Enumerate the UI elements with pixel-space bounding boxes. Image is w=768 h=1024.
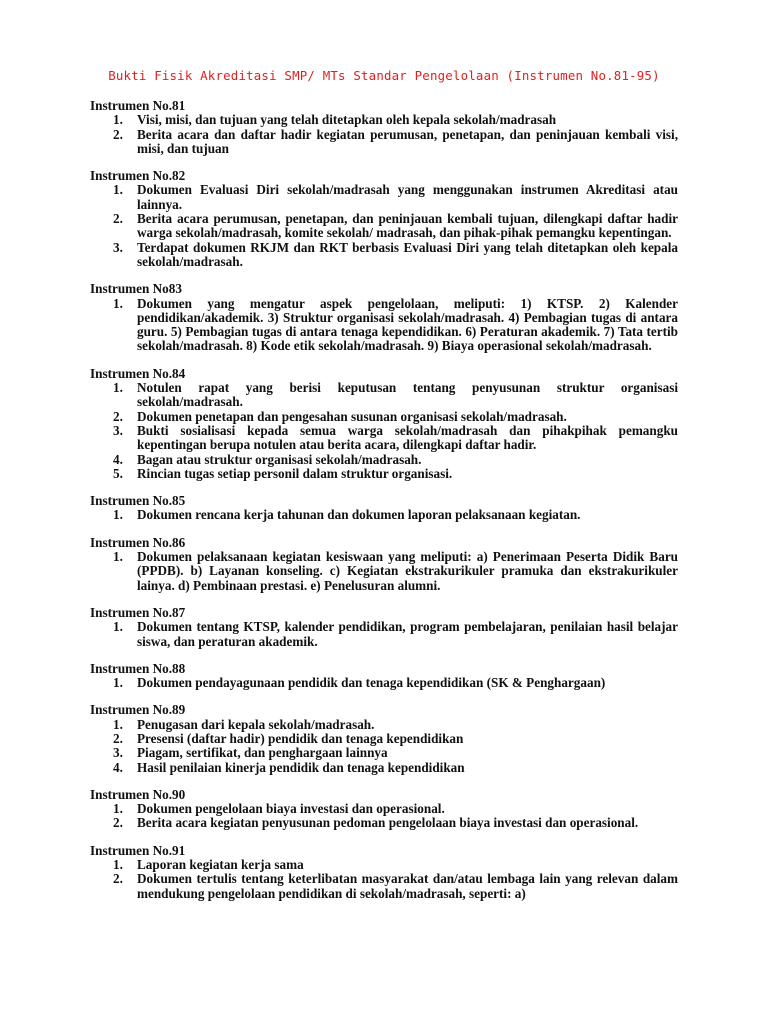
section-title: Instrumen No83 bbox=[90, 281, 182, 297]
list-item-text: Berita acara perumusan, penetapan, dan peninjauan kembali tujuan, dilengkapi daftar hadir warga sekolah/madrasah, komite sekolah/ madrasah, dan pihak-pihak pemangku kepentingan. bbox=[137, 211, 678, 241]
list-item-number: 1. bbox=[113, 716, 123, 732]
section-title: Instrumen No.88 bbox=[90, 660, 186, 676]
list-item-text: Dokumen penetapan dan pengesahan susunan organisasi sekolah/madrasah. bbox=[137, 408, 567, 424]
section-title: Instrumen No.90 bbox=[90, 786, 186, 802]
list-item-text: Dokumen pengelolaan biaya investasi dan operasional. bbox=[137, 801, 445, 817]
sections-container bbox=[90, 99, 678, 901]
list-item bbox=[90, 802, 678, 816]
evidence-list bbox=[90, 620, 678, 649]
evidence-list bbox=[90, 802, 678, 831]
evidence-list bbox=[90, 718, 678, 775]
section-title: Instrumen No.82 bbox=[90, 168, 186, 184]
list-item-text: Dokumen rencana kerja tahunan dan dokumen laporan pelaksanaan kegiatan. bbox=[137, 507, 581, 523]
instrument-section bbox=[90, 282, 678, 353]
list-item bbox=[90, 424, 678, 453]
list-item-text: Dokumen tertulis tentang keterlibatan masyarakat dan/atau lembaga lain yang relevan dalam mendukung pengelolaan pendidikan di sekolah/madrasah, seperti: a) bbox=[137, 871, 678, 901]
section-title: Instrumen No.87 bbox=[90, 604, 186, 620]
list-item-text: Bagan atau struktur organisasi sekolah/madrasah. bbox=[137, 451, 422, 467]
list-item-text: Berita acara kegiatan penyusunan pedoman pengelolaan biaya investasi dan operasional. bbox=[137, 815, 639, 831]
list-item bbox=[90, 550, 678, 593]
evidence-list bbox=[90, 550, 678, 593]
list-item-number: 3. bbox=[113, 745, 123, 761]
list-item bbox=[90, 508, 678, 522]
list-item-number: 1. bbox=[113, 380, 123, 396]
list-item-number: 2. bbox=[113, 871, 123, 887]
list-item-number: 1. bbox=[113, 675, 123, 691]
list-item bbox=[90, 816, 678, 830]
list-item-text: Dokumen tentang KTSP, kalender pendidikan, program pembelajaran, penilaian hasil belajar siswa, dan peraturan akademik. bbox=[137, 619, 678, 649]
instrument-section bbox=[90, 703, 678, 774]
list-item bbox=[90, 212, 678, 241]
list-item bbox=[90, 241, 678, 270]
list-item bbox=[90, 128, 678, 157]
list-item-text: Dokumen Evaluasi Diri sekolah/madrasah yang menggunakan instrumen Akreditasi atau lainnya. bbox=[137, 182, 678, 212]
list-item-number: 4. bbox=[113, 451, 123, 467]
section-title: Instrumen No.84 bbox=[90, 365, 186, 381]
list-item bbox=[90, 676, 678, 690]
list-item bbox=[90, 113, 678, 127]
instrument-section bbox=[90, 494, 678, 523]
section-title: Instrumen No.86 bbox=[90, 534, 186, 550]
list-item-text: Berita acara dan daftar hadir kegiatan perumusan, penetapan, dan peninjauan kembali visi, misi, dan tujuan bbox=[137, 126, 678, 156]
list-item-number: 1. bbox=[113, 507, 123, 523]
evidence-list bbox=[90, 381, 678, 481]
list-item-number: 5. bbox=[113, 465, 123, 481]
evidence-list bbox=[90, 508, 678, 522]
instrument-section bbox=[90, 169, 678, 269]
list-item bbox=[90, 183, 678, 212]
list-item-number: 1. bbox=[113, 112, 123, 128]
list-item-number: 2. bbox=[113, 126, 123, 142]
list-item-text: Hasil penilaian kinerja pendidik dan tenaga kependidikan bbox=[137, 759, 465, 775]
instrument-section bbox=[90, 367, 678, 481]
list-item bbox=[90, 467, 678, 481]
list-item-text: Notulen rapat yang berisi keputusan tentang penyusunan struktur organisasi sekolah/madrasah. bbox=[137, 380, 678, 410]
list-item-number: 1. bbox=[113, 549, 123, 565]
list-item-text: Dokumen pendayagunaan pendidik dan tenaga kependidikan (SK & Penghargaan) bbox=[137, 675, 606, 691]
list-item-text: Terdapat dokumen RKJM dan RKT berbasis Evaluasi Diri yang telah ditetapkan oleh kepala sekolah/madrasah. bbox=[137, 239, 678, 269]
list-item-text: Rincian tugas setiap personil dalam struktur organisasi. bbox=[137, 465, 453, 481]
list-item bbox=[90, 718, 678, 732]
list-item-text: Penugasan dari kepala sekolah/madrasah. bbox=[137, 716, 375, 732]
list-item-number: 1. bbox=[113, 801, 123, 817]
list-item-number: 1. bbox=[113, 619, 123, 635]
list-item bbox=[90, 381, 678, 410]
list-item bbox=[90, 858, 678, 872]
list-item-number: 4. bbox=[113, 759, 123, 775]
instrument-section bbox=[90, 788, 678, 831]
list-item-text: Dokumen pelaksanaan kegiatan kesiswaan yang meliputi: a) Penerimaan Peserta Didik Baru (PPDB). b) Layanan konseling. c) Kegiatan ekstrakurikuler pramuka dan ekstrakurikuler lainya. d) Pembinaan prestasi. e) Penelusuran alumni. bbox=[137, 549, 678, 593]
list-item-number: 1. bbox=[113, 182, 123, 198]
evidence-list bbox=[90, 113, 678, 156]
document-title: Bukti Fisik Akreditasi SMP/ MTs Standar Pengelolaan (Instrumen No.81-95) bbox=[108, 68, 660, 83]
section-title: Instrumen No.91 bbox=[90, 842, 186, 858]
list-item bbox=[90, 620, 678, 649]
evidence-list bbox=[90, 858, 678, 901]
section-title: Instrumen No.81 bbox=[90, 98, 186, 113]
list-item bbox=[90, 453, 678, 467]
list-item-number: 2. bbox=[113, 408, 123, 424]
list-item bbox=[90, 761, 678, 775]
list-item-number: 3. bbox=[113, 422, 123, 438]
list-item bbox=[90, 872, 678, 901]
list-item-number: 3. bbox=[113, 239, 123, 255]
list-item-number: 2. bbox=[113, 815, 123, 831]
evidence-list bbox=[90, 297, 678, 354]
instrument-section bbox=[90, 99, 678, 156]
list-item-number: 2. bbox=[113, 211, 123, 227]
list-item-text: Dokumen yang mengatur aspek pengelolaan, meliputi: 1) KTSP. 2) Kalender pendidikan/akademik. 3) Struktur organisasi sekolah/madrasah. 4) Pembagian tugas di antara guru. 5) Pembagian tugas di antara tenaga kependidikan. 6) Peraturan akademik. 7) Tata tertib sekolah/madrasah. 8) Kode etik sekolah/madrasah. 9) Biaya operasional sekolah/madrasah. bbox=[137, 295, 678, 354]
evidence-list bbox=[90, 183, 678, 269]
instrument-section bbox=[90, 844, 678, 901]
evidence-list bbox=[90, 676, 678, 690]
instrument-section bbox=[90, 536, 678, 593]
list-item-number: 1. bbox=[113, 857, 123, 873]
list-item-text: Presensi (daftar hadir) pendidik dan tenaga kependidikan bbox=[137, 730, 464, 746]
section-title: Instrumen No.89 bbox=[90, 702, 186, 718]
list-item bbox=[90, 410, 678, 424]
instrument-section bbox=[90, 662, 678, 691]
list-item-number: 1. bbox=[113, 295, 123, 311]
list-item bbox=[90, 746, 678, 760]
list-item bbox=[90, 732, 678, 746]
list-item bbox=[90, 297, 678, 354]
instrument-section bbox=[90, 606, 678, 649]
section-title: Instrumen No.85 bbox=[90, 493, 186, 509]
list-item-text: Laporan kegiatan kerja sama bbox=[137, 857, 304, 873]
list-item-text: Piagam, sertifikat, dan penghargaan lainnya bbox=[137, 745, 388, 761]
list-item-text: Bukti sosialisasi kepada semua warga sekolah/madrasah dan pihakpihak pemangku kepentingan berupa notulen atau berita acara, dilengkapi daftar hadir. bbox=[137, 422, 678, 453]
list-item-text: Visi, misi, dan tujuan yang telah ditetapkan oleh kepala sekolah/madrasah bbox=[137, 112, 557, 128]
list-item-number: 2. bbox=[113, 730, 123, 746]
